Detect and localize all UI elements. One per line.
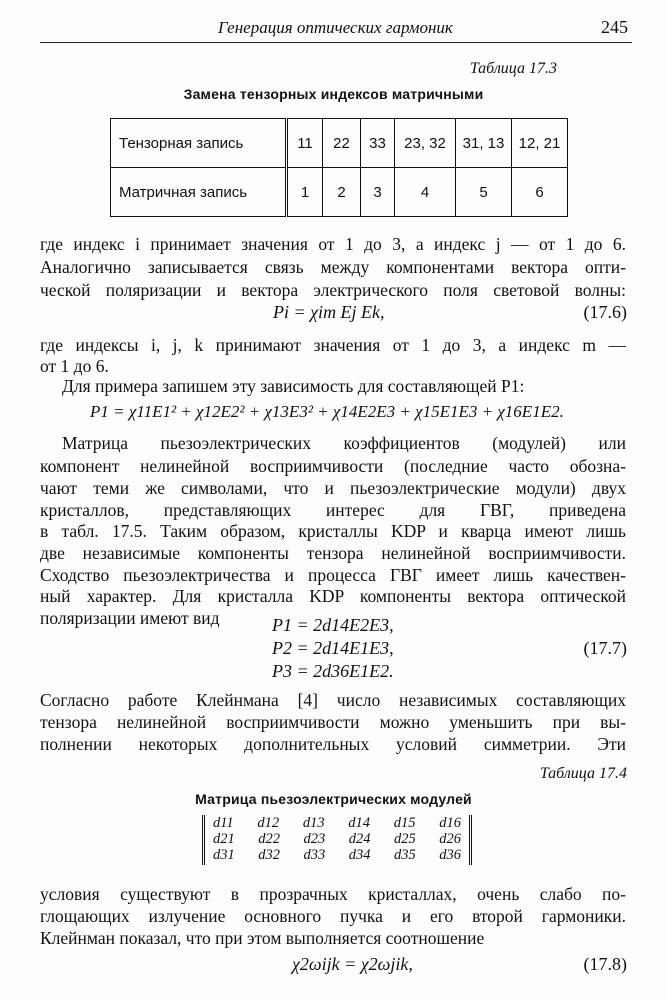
matrix-cell: d15	[393, 815, 416, 831]
table-row-head: Матричная запись	[111, 168, 287, 217]
equation-number: (17.8)	[583, 954, 627, 974]
table-row	[111, 119, 568, 168]
running-head	[40, 16, 632, 43]
text-line: кристаллов, представляющих интерес для ГВГ, приведена	[40, 500, 626, 520]
text-line: тензора нелинейной восприимчивости можно уменьшить при вы-	[40, 712, 626, 732]
equation-number: (17.7)	[583, 638, 627, 658]
text-line: Для примера запишем эту зависимость для составляющей P1:	[62, 376, 525, 396]
matrix-row	[205, 847, 469, 863]
text-line: в табл. 17.5. Таким образом, кристаллы KDP и кварца имеют лишь	[40, 521, 626, 541]
matrix-cell: d21	[213, 831, 235, 847]
matrix-cell: d16	[439, 815, 461, 831]
text-line: Матрица пьезоэлектрических коэффициентов (модулей) или	[62, 433, 626, 453]
text-line: от 1 до 6.	[40, 356, 109, 376]
table-cell: 23, 32	[395, 119, 456, 168]
matrix-cell: d23	[303, 831, 326, 847]
text-line: полнении некоторых дополнительных условий симметрии. Эти	[40, 734, 626, 754]
matrix-cell: d34	[348, 847, 371, 863]
table-cell: 31, 13	[456, 119, 512, 168]
matrix-cell: d26	[439, 831, 461, 847]
matrix-cell: d32	[258, 847, 280, 863]
equation-17-7-line: P3 = 2d36E1E2.	[272, 661, 394, 681]
table-cell: 1	[287, 168, 323, 217]
table-cell: 22	[323, 119, 361, 168]
matrix-cell: d33	[303, 847, 326, 863]
matrix-cell: d13	[302, 815, 325, 831]
table-17-3-caption: Замена тензорных индексов матричными	[183, 86, 484, 102]
text-line: компонент нелинейной восприимчивости (последние часто обозна-	[40, 456, 626, 476]
equation-number: (17.6)	[583, 302, 627, 322]
matrix-cell: d11	[213, 815, 234, 831]
text-line: ческой поляризации и вектора электрического поля световой волны:	[40, 280, 626, 300]
table-cell: 2	[323, 168, 361, 217]
text-line: где индексы i, j, k принимают значения от 1 до 3, а индекс m —	[40, 335, 626, 355]
equation-p1: P1 = χ11E1² + χ12E2² + χ13E3² + χ14E2E3 + χ15E1E3 + χ16E1E2.	[90, 402, 564, 421]
table-row-head: Тензорная запись	[111, 119, 287, 168]
table-17-3	[110, 118, 568, 217]
table-cell: 6	[512, 168, 568, 217]
equation-17-6: Pi = χim Ej Ek,	[273, 302, 385, 322]
matrix-cell: d31	[213, 847, 235, 863]
table-17-4-label: Таблица 17.4	[539, 765, 627, 782]
text-line: глощающих излучение основного пучка и его второй гармоники.	[40, 906, 626, 926]
text-line: две независимые компоненты тензора нелинейной восприимчивости.	[40, 543, 626, 563]
equation-17-7-line: P1 = 2d14E2E3,	[272, 615, 394, 635]
text-line: где индекс i принимает значения от 1 до 3, а индекс j — от 1 до 6.	[40, 234, 626, 254]
text-line: Согласно работе Клейнмана [4] число независимых составляющих	[40, 690, 626, 710]
text-line: Сходство пьезоэлектричества и процесса ГВГ имеет лишь качествен-	[40, 565, 626, 585]
text-line: чают теми же символами, что и пьезоэлектрические модули) двух	[40, 478, 626, 498]
table-cell: 12, 21	[512, 119, 568, 168]
text-line: Аналогично записывается связь между компонентами вектора опти-	[40, 257, 626, 277]
table-cell: 11	[287, 119, 323, 168]
table-cell: 5	[456, 168, 512, 217]
equation-17-8: χ2ωijk = χ2ωjik,	[292, 954, 413, 974]
table-cell: 3	[361, 168, 395, 217]
table-cell: 33	[361, 119, 395, 168]
page-number: 245	[601, 17, 628, 37]
matrix-row	[205, 815, 469, 831]
table-17-3-label: Таблица 17.3	[469, 60, 557, 77]
piezo-matrix	[202, 815, 472, 865]
table-row	[111, 168, 568, 217]
text-line: условия существуют в прозрачных кристаллах, очень слабо по-	[40, 884, 626, 904]
table-cell: 4	[395, 168, 456, 217]
matrix-cell: d35	[394, 847, 416, 863]
equation-17-7-line: P2 = 2d14E1E3,	[272, 638, 394, 658]
text-line: Клейнман показал, что при этом выполняется соотношение	[40, 928, 485, 948]
matrix-row	[205, 831, 469, 847]
matrix-cell: d22	[258, 831, 280, 847]
matrix-cell: d12	[257, 815, 280, 831]
matrix-cell: d25	[394, 831, 416, 847]
matrix-cell: d24	[348, 831, 371, 847]
text-line: поляризации имеют вид	[40, 608, 220, 628]
matrix-cell: d36	[439, 847, 461, 863]
table-17-4-caption: Матрица пьезоэлектрических модулей	[195, 791, 472, 807]
text-line: ный характер. Для кристалла KDP компоненты вектора оптической	[40, 586, 626, 606]
running-title: Генерация оптических гармоник	[218, 18, 453, 37]
matrix-cell: d14	[348, 815, 371, 831]
